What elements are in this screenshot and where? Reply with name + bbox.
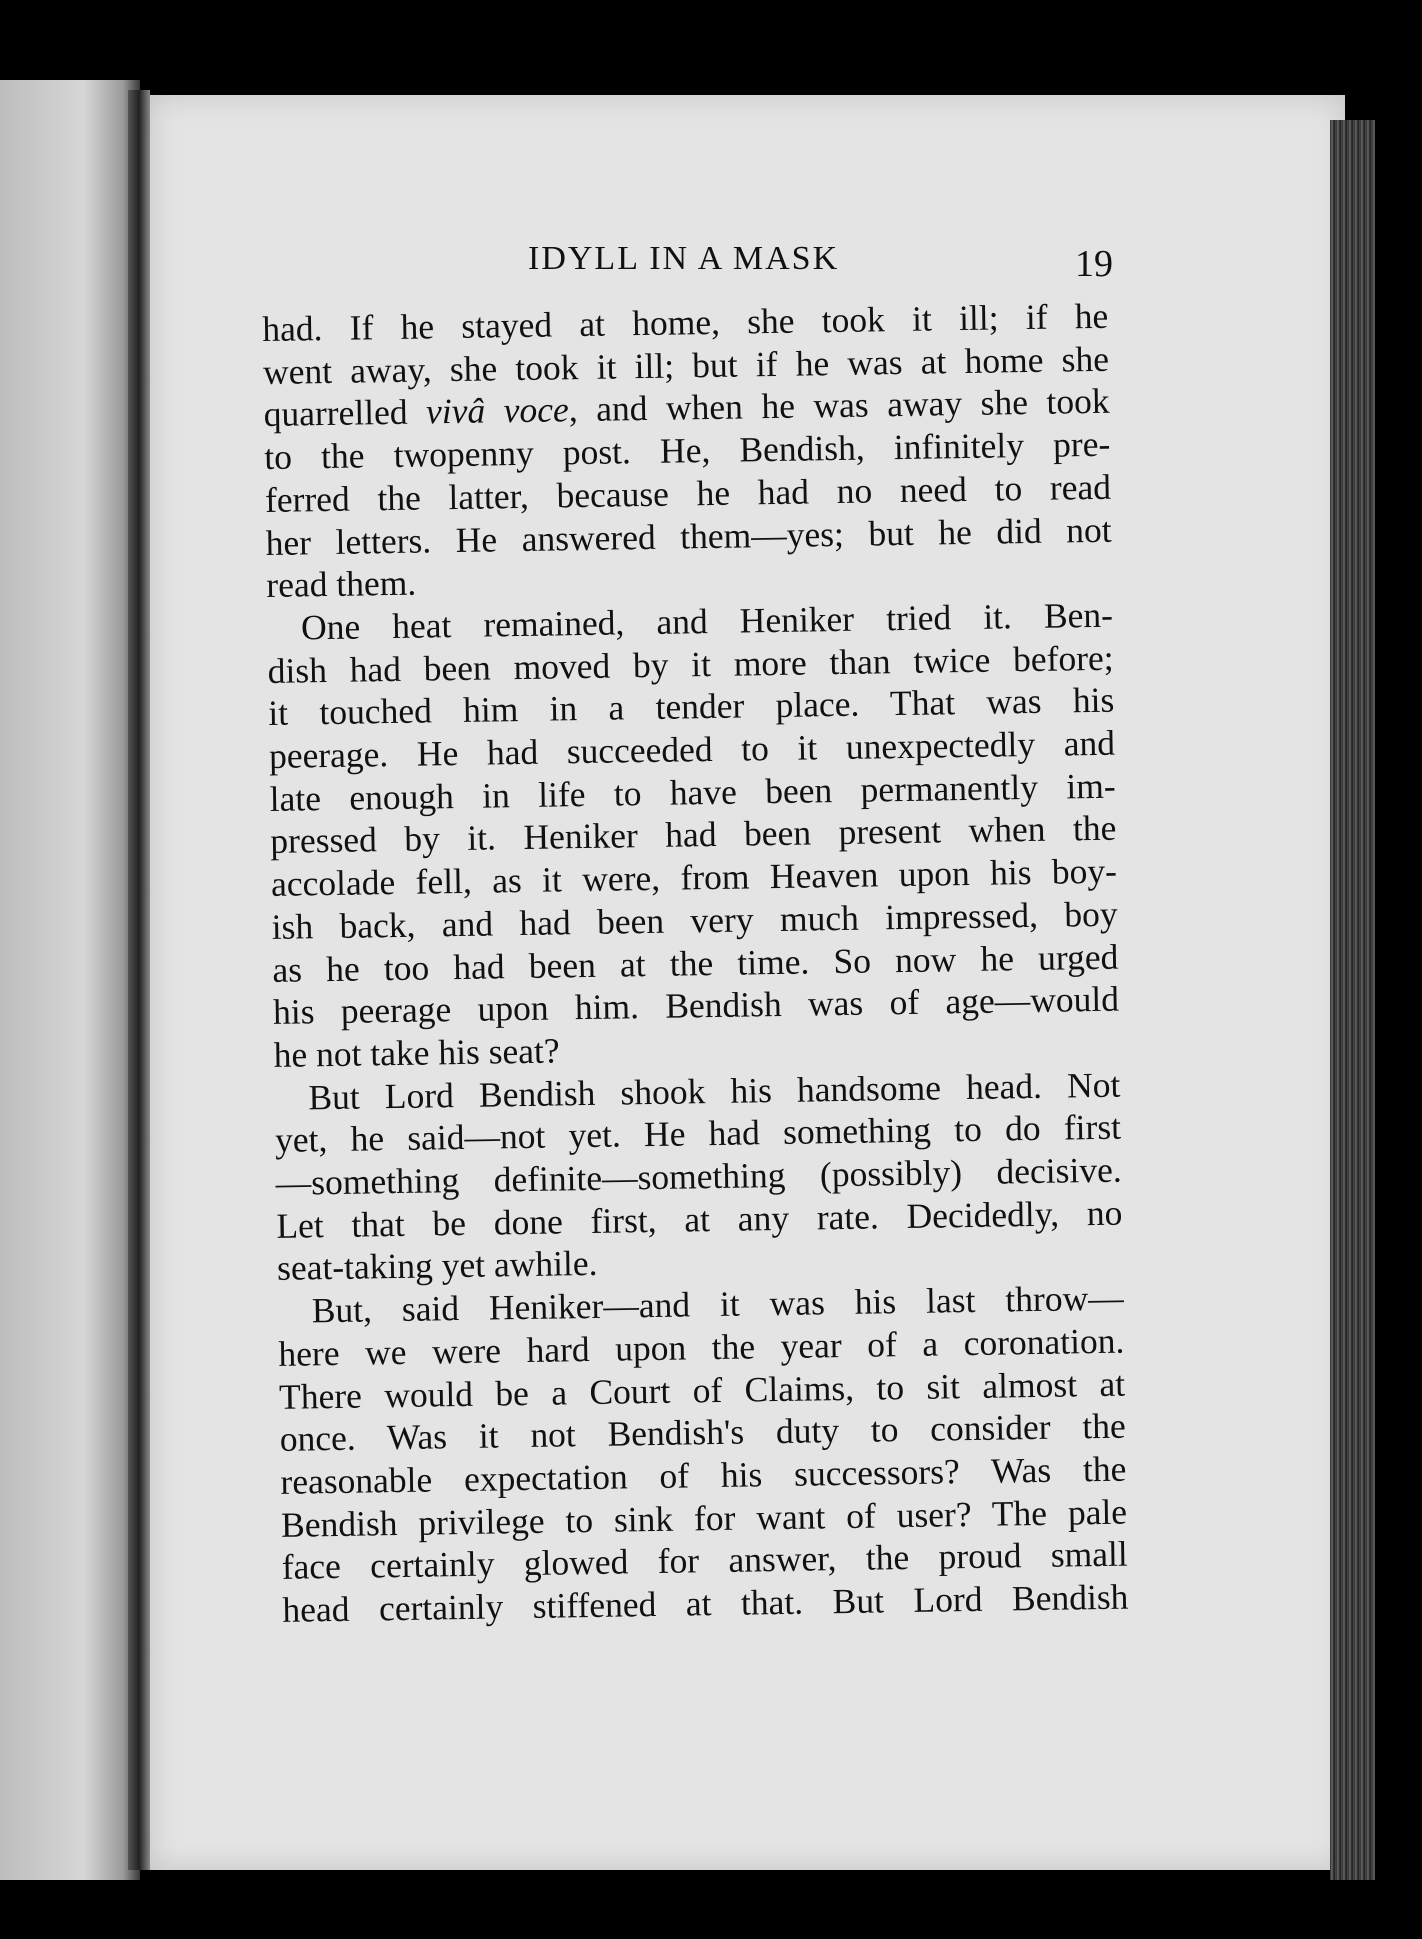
text-line: ish back, and had been very much impressed, boy: [271, 893, 1118, 947]
text-line: went away, she took it ill; but if he was at home she: [262, 338, 1110, 392]
text-line: as he too had been at the time. So now he urged: [272, 936, 1119, 990]
text-line: her letters. He answered them—yes; but he did not: [265, 509, 1112, 563]
text-line: once. Was it not Bendish's duty to consider the: [279, 1405, 1126, 1460]
text-line: But Lord Bendish shook his handsome head. Not: [308, 1064, 1121, 1118]
body-text: [262, 295, 1129, 1632]
text-line: pressed by it. Heniker had been present when the: [270, 808, 1117, 862]
text-line: dish had been moved by it more than twice before;: [267, 637, 1114, 691]
text-line: ferred the latter, because he had no need to read: [264, 466, 1112, 520]
text-line: —something definite—something (possibly) decisive.: [275, 1149, 1122, 1203]
text-line: seat-taking yet awhile.: [276, 1243, 598, 1289]
running-title: IDYLL IN A MASK: [528, 240, 840, 277]
text-line: There would be a Court of Claims, to sit almost at: [278, 1363, 1126, 1417]
text-line: accolade fell, as it were, from Heaven upon his boy-: [270, 850, 1118, 905]
text-line: But, said Heniker—and it was his last throw—: [311, 1277, 1124, 1331]
text-line: here we were hard upon the year of a coronation.: [278, 1320, 1125, 1374]
text-line: he not take his seat?: [273, 1030, 560, 1075]
text-line: peerage. He had succeeded to it unexpectedly and: [268, 722, 1116, 776]
text-line: read them.: [266, 562, 417, 606]
page-header: [150, 240, 1345, 300]
text-line: to the twopenny post. He, Bendish, infinitely pre-: [264, 423, 1111, 478]
text-line: One heat remained, and Heniker tried it. Ben-: [300, 594, 1114, 648]
text-line: Bendish privilege to sink for want of user? The pale: [280, 1491, 1128, 1545]
text-line: yet, he said—not yet. He had something to do first: [274, 1106, 1122, 1161]
text-line: late enough in life to have been permanently im-: [269, 765, 1116, 819]
text-line: quarrelled vivâ voce, and when he was away she took: [263, 381, 1110, 435]
page-number: 19: [1075, 243, 1113, 285]
text-line: face certainly glowed for answer, the proud small: [281, 1533, 1128, 1588]
facing-page-edge: [0, 80, 140, 1880]
text-line: had. If he stayed at home, she took it ill; if he: [262, 295, 1109, 349]
text-line: it touched him in a tender place. That was his: [268, 679, 1115, 734]
book-gutter: [128, 90, 150, 1870]
page-stack-edge: [1330, 120, 1375, 1880]
text-line: his peerage upon him. Bendish was of age—would: [272, 978, 1120, 1033]
text-line: Let that be done first, at any rate. Decidedly, no: [276, 1192, 1123, 1246]
text-line: head certainly stiffened at that. But Lord Bendish: [282, 1576, 1129, 1630]
text-line: reasonable expectation of his successors? Was the: [280, 1448, 1127, 1502]
